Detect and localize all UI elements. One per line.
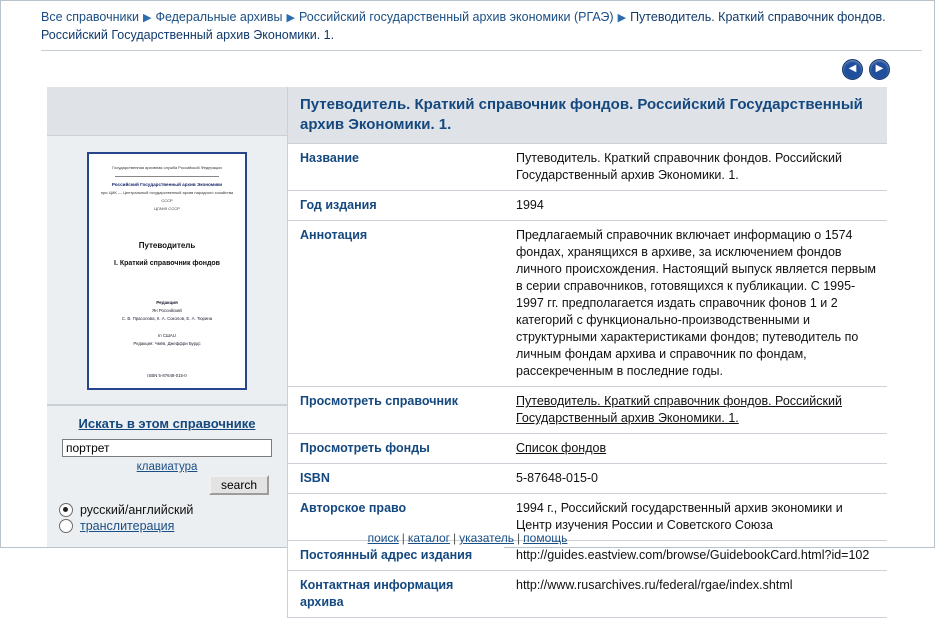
field-label: Контактная информация архива [288, 571, 504, 618]
table-row [288, 434, 887, 464]
book-cover [87, 152, 247, 390]
breadcrumb-item-1[interactable]: Федеральные архивы [155, 10, 283, 24]
page-title: Путеводитель. Краткий справочник фондов. Российский Государственный архив Экономики. 1. [288, 87, 887, 144]
cover-isbn: ISBN 5-87648-015-0 [147, 372, 187, 378]
field-label: Год издания [288, 191, 504, 221]
breadcrumb-item-0[interactable]: Все справочники [41, 10, 139, 24]
cover-editors-line-1: Ян Российский [152, 308, 182, 314]
cover-org-abbr: ЦГАНХ СССР [154, 205, 180, 211]
search-input[interactable] [62, 439, 272, 457]
field-label: Постоянный адрес издания [288, 541, 504, 571]
search-button[interactable]: search [209, 475, 269, 495]
cover-org: Российский Государственный архив Экономики [111, 181, 223, 187]
radio-icon[interactable] [59, 503, 73, 517]
cover-editors-line-2: С. В. Прасолова, К. А. Соколов, Е. А. Тюрина [121, 316, 213, 322]
search-option-russian-english[interactable] [59, 503, 275, 517]
breadcrumb-separator-icon: ▶ [286, 12, 295, 24]
footer-link-help[interactable]: помощь [523, 531, 568, 545]
field-value: http://guides.eastview.com/browse/GuidebookCard.html?id=102 [504, 541, 887, 571]
previous-record-icon[interactable]: ◀ [842, 59, 863, 80]
footer-link-search[interactable]: поиск [367, 531, 399, 545]
table-row [288, 221, 887, 387]
table-row [288, 144, 887, 191]
breadcrumb-item-current: Путеводитель. Краткий справочник фондов. Российский Государственный архив Экономики. 1. [41, 10, 886, 42]
cover-subtitle: I. Краткий справочник фондов [114, 260, 220, 268]
left-panel-header [47, 87, 287, 136]
search-panel-title: Искать в этом справочнике [78, 416, 256, 431]
field-value: Предлагаемый справочник включает информацию о 1574 фондах, хранящихся в архиве, за исключением фондов личного происхождения. Настоящий выпуск является первым в серии справочников, готовящихся к публикации. С 1995-1997 гг. предполагается издать справочник фонов 1 и 2 категорий с функционально-производственными и структурными характеристиками фондов; путеводитель по личным фондам архива и справочник по фондам, рассекреченным в последние годы. [504, 221, 887, 387]
table-row [288, 191, 887, 221]
footer-separator: | [517, 531, 521, 545]
table-row [288, 541, 887, 571]
footer-separator: | [401, 531, 405, 545]
view-fonds-link[interactable]: Список фондов [504, 434, 887, 464]
virtual-keyboard-link[interactable]: клавиатура [136, 461, 198, 473]
breadcrumb-item-2[interactable]: Российский государственный архив экономики (РГАЭ) [298, 10, 614, 24]
search-panel [47, 405, 287, 547]
field-label: ISBN [288, 464, 504, 494]
cover-org-sub: при ЦИК — Центральный государственный архив народного хозяйства СССР [100, 190, 234, 203]
breadcrumb-separator-icon: ▶ [142, 12, 152, 24]
field-value: http://www.rusarchives.ru/federal/rgae/index.shtml [504, 571, 887, 618]
table-row [288, 387, 887, 434]
breadcrumb-separator-icon: ▶ [617, 12, 627, 24]
footer-link-index[interactable]: указатель [459, 531, 515, 545]
record-navigation [842, 59, 890, 80]
field-value: Путеводитель. Краткий справочник фондов. Российский Государственный архив Экономики. 1. [504, 144, 887, 191]
search-option-label: русский/английский [80, 503, 194, 517]
next-record-icon[interactable]: ▶ [869, 59, 890, 80]
table-row [288, 571, 887, 618]
cover-agency-line: Государственная архивная служба Российской Федерации [112, 165, 222, 170]
cover-editors-heading: Редакция [156, 299, 178, 305]
field-label: Название [288, 144, 504, 191]
breadcrumb-divider [41, 50, 922, 51]
field-label: Авторское право [288, 494, 504, 541]
record-fields-table [288, 144, 887, 618]
view-guide-link[interactable]: Путеводитель. Краткий справочник фондов. Российский Государственный архив Экономики. 1. [504, 387, 887, 434]
footer-separator: | [453, 531, 457, 545]
breadcrumb [1, 1, 934, 48]
field-label: Просмотреть справочник [288, 387, 504, 434]
footer-link-catalog[interactable]: каталог [407, 531, 451, 545]
cover-image-container [47, 136, 287, 405]
left-panel [47, 87, 287, 547]
search-option-label[interactable]: транслитерация [80, 519, 175, 533]
table-row [288, 464, 887, 494]
field-value: 1994 [504, 191, 887, 221]
cover-title: Путеводитель [138, 241, 196, 251]
field-label: Аннотация [288, 221, 504, 387]
cover-editors-line-3: Редакция: Чмёв, Джеффри Бурдс [133, 340, 201, 346]
footer-links [1, 531, 934, 545]
field-value: 1994 г., Российский государственный архив экономики и Центр изучения России и Советского Союза [504, 494, 887, 541]
field-value: 5-87648-015-0 [504, 464, 887, 494]
field-label: Просмотреть фонды [288, 434, 504, 464]
cover-editors-heading-2: In СШАU [158, 332, 176, 338]
